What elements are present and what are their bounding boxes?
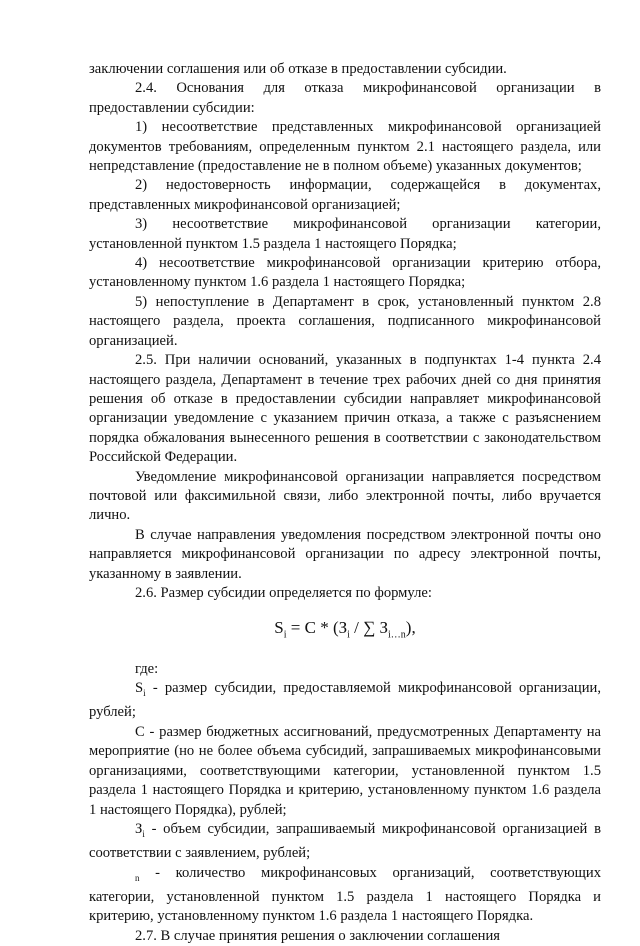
where-label: где: xyxy=(135,660,159,677)
paragraph-2-4-item-1: 1) несоответствие представленных микрофинансовой организацией документов требованиям, определенным пунктом 2.1 настоящего раздела, или непредставление (предоставление не в полном объеме) указанных документов; xyxy=(89,119,601,175)
definition-si-symbol: S xyxy=(135,680,144,697)
definition-si-text: - размер субсидии, предоставляемой микрофинансовой организации, рублей; xyxy=(89,680,601,721)
definition-n-sub: n xyxy=(135,872,140,883)
formula-end: ), xyxy=(405,618,416,638)
paragraph-2-5: 2.5. При наличии оснований, указанных в подпунктах 1-4 пункта 2.4 настоящего раздела, Департамент в течение трех рабочих дней со дня принятия решения об отказе в предоставлении субсидии направляет микрофинансовой организации уведомление с указанием причин отказа, а также с разъяснением порядка обжалования вынесенного решения в соответствии с законодательством Российской Федерации. xyxy=(89,352,601,466)
paragraph-2-4-item-2: 2) недостоверность информации, содержащейся в документах, представленных микрофинансовой организацией; xyxy=(89,177,601,213)
paragraph-2-4-item-3: 3) несоответствие микрофинансовой организации категории, установленной пунктом 1.5 раздела 1 настоящего Порядка; xyxy=(89,216,601,252)
formula-s: S xyxy=(274,618,284,638)
paragraph-2-4-item-4: 4) несоответствие микрофинансовой организации критерию отбора, установленному пунктом 1.6 раздела 1 настоящего Порядка; xyxy=(89,255,601,291)
definition-zi-sub: i xyxy=(142,828,145,839)
paragraph-2-4-item-5: 5) непоступление в Департамент в срок, установленный пунктом 2.8 настоящего раздела, проекта соглашения, подписанного микрофинансовой организацией. xyxy=(89,293,601,349)
definition-si-sub: i xyxy=(143,688,146,699)
definition-n xyxy=(89,864,601,927)
definition-zi xyxy=(89,820,601,864)
paragraph-email: В случае направления уведомления посредством электронной почты оно направляется микрофинансовой организации по адресу электронной почты, указанному в заявлении. xyxy=(89,526,601,582)
paragraph-continuation: заключении соглашения или об отказе в предоставлении субсидии. xyxy=(89,61,507,77)
paragraph-2-6: 2.6. Размер субсидии определяется по формуле: xyxy=(135,584,432,601)
definition-si xyxy=(89,679,601,723)
definition-zi-symbol: З xyxy=(135,820,143,837)
definition-n-text: - количество микрофинансовых организаций, соответствующих категории, установленной пунктом 1.5 раздела 1 настоящего Порядка и критерию, установленному пунктом 1.6 раздела 1 настоящего Порядка. xyxy=(89,864,601,925)
subsidy-formula xyxy=(89,617,601,646)
formula-mid: = C * (З xyxy=(286,618,348,638)
definition-c: С - размер бюджетных ассигнований, предусмотренных Департаменту на мероприятие (но не более объема субсидий, запрашиваемых микрофинансовыми организациями, соответствующими категории, установленной пунктом 1.5 раздела 1 настоящего Порядка и критерию, установленному пунктом 1.6 раздела 1 настоящего Порядка), рублей; xyxy=(89,723,601,818)
formula-z2-sub: i…n xyxy=(388,629,406,641)
formula-z-sub: i xyxy=(347,629,350,641)
paragraph-2-4: 2.4. Основания для отказа микрофинансовой организации в предоставлении субсидии: xyxy=(89,80,601,116)
paragraph-notification: Уведомление микрофинансовой организации направляется посредством почтовой или факсимильной связи, либо электронной почты, либо вручается лично. xyxy=(89,468,601,524)
paragraph-2-7: 2.7. В случае принятия решения о заключении соглашения xyxy=(135,927,501,944)
formula-sum: / ∑ З xyxy=(349,618,389,638)
definition-zi-text: - объем субсидии, запрашиваемый микрофинансовой организацией в соответствии с заявлением, рублей; xyxy=(89,820,601,862)
document-page xyxy=(89,60,601,946)
formula-s-sub: i xyxy=(283,629,287,641)
